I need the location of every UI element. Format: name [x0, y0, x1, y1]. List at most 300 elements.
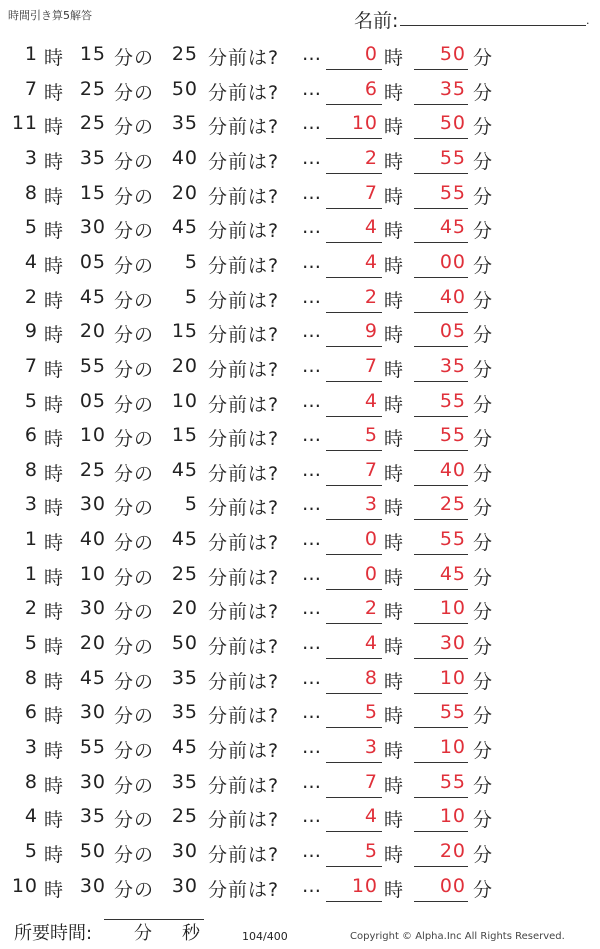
answer-hour-label: 時: [384, 324, 405, 347]
answer-minute: 35: [439, 77, 466, 100]
answer-hour-label: 時: [384, 532, 405, 555]
answer-minute-underline: [414, 138, 468, 139]
minute-of-label: 分の: [114, 428, 155, 451]
answer-minute-label: 分: [473, 774, 494, 797]
ellipsis: …: [302, 805, 322, 828]
answer-minute-label: 分: [473, 670, 494, 693]
answer-minute: 55: [439, 181, 466, 204]
minutes-before-question-label: 分前は?: [208, 809, 280, 832]
problem-hour: 7: [24, 77, 38, 100]
answer-minute-underline: [414, 658, 468, 659]
hour-label: 時: [44, 566, 65, 589]
answer-hour-underline: [326, 277, 382, 278]
problem-hour: 11: [11, 112, 38, 135]
answer-minute-underline: [414, 797, 468, 798]
ellipsis: …: [302, 562, 322, 585]
ellipsis: …: [302, 597, 322, 620]
answer-minute-underline: [414, 242, 468, 243]
answer-hour-label: 時: [384, 289, 405, 312]
problem-minute: 25: [79, 458, 106, 481]
ellipsis: …: [302, 181, 322, 204]
problem-hour: 10: [11, 874, 38, 897]
answer-hour-label: 時: [384, 774, 405, 797]
problem-minutes-before: 5: [184, 285, 198, 308]
answer-minute-label: 分: [473, 705, 494, 728]
answer-hour-label: 時: [384, 497, 405, 520]
hour-label: 時: [44, 185, 65, 208]
answer-hour: 2: [364, 285, 378, 308]
answer-minute: 55: [439, 424, 466, 447]
answer-minute: 40: [439, 285, 466, 308]
problem-hour: 5: [24, 216, 38, 239]
minute-of-label: 分の: [114, 670, 155, 693]
minute-of-label: 分の: [114, 497, 155, 520]
answer-minute-underline: [414, 519, 468, 520]
answer-hour-underline: [326, 173, 382, 174]
answer-minute-label: 分: [473, 497, 494, 520]
answer-minute: 40: [439, 458, 466, 481]
worksheet-title: 時間引き算5解答: [8, 9, 92, 22]
answer-hour-label: 時: [384, 705, 405, 728]
answer-hour-label: 時: [384, 878, 405, 901]
problem-hour: 5: [24, 632, 38, 655]
name-line: [400, 25, 586, 26]
minutes-before-question-label: 分前は?: [208, 566, 280, 589]
problem-row: [0, 350, 600, 384]
problem-minutes-before: 50: [171, 632, 198, 655]
answer-hour: 9: [364, 320, 378, 343]
problem-minutes-before: 25: [171, 805, 198, 828]
answer-hour-label: 時: [384, 462, 405, 485]
ellipsis: …: [302, 770, 322, 793]
answer-minute-label: 分: [473, 532, 494, 555]
problem-minute: 30: [79, 216, 106, 239]
problem-minutes-before: 35: [171, 770, 198, 793]
problem-minutes-before: 10: [171, 389, 198, 412]
answer-minute-label: 分: [473, 81, 494, 104]
problem-hour: 8: [24, 666, 38, 689]
problem-row: [0, 281, 600, 315]
minutes-before-question-label: 分前は?: [208, 497, 280, 520]
minute-of-label: 分の: [114, 601, 155, 624]
answer-hour-underline: [326, 416, 382, 417]
problem-hour: 1: [24, 562, 38, 585]
answer-hour-label: 時: [384, 150, 405, 173]
problem-row: [0, 177, 600, 211]
minute-of-label: 分の: [114, 566, 155, 589]
problem-minutes-before: 35: [171, 701, 198, 724]
answer-minute-label: 分: [473, 740, 494, 762]
minutes-before-question-label: 分前は?: [208, 774, 280, 797]
hour-label: 時: [44, 462, 65, 485]
answer-hour: 0: [364, 43, 378, 65]
minutes-before-question-label: 分前は?: [208, 289, 280, 312]
problem-minute: 15: [79, 181, 106, 204]
answer-minute: 55: [439, 389, 466, 412]
ellipsis: …: [302, 701, 322, 724]
problem-minutes-before: 20: [171, 354, 198, 377]
minute-of-label: 分の: [114, 636, 155, 659]
answer-hour: 4: [364, 805, 378, 828]
problem-minute: 20: [79, 632, 106, 655]
problem-minute: 30: [79, 770, 106, 793]
problem-minutes-before: 45: [171, 458, 198, 481]
answer-hour-underline: [326, 693, 382, 694]
problem-row: [0, 731, 600, 765]
problem-row: [0, 488, 600, 522]
answer-hour-label: 時: [384, 740, 405, 762]
problem-minute: 40: [79, 528, 106, 551]
minute-of-label: 分の: [114, 116, 155, 139]
ellipsis: …: [302, 112, 322, 135]
problem-row: [0, 38, 600, 72]
answer-minute-underline: [414, 762, 468, 763]
hour-label: 時: [44, 150, 65, 173]
ellipsis: …: [302, 874, 322, 897]
problem-minute: 35: [79, 146, 106, 169]
minute-of-label: 分の: [114, 254, 155, 277]
answer-hour-underline: [326, 866, 382, 867]
problem-row: [0, 211, 600, 245]
answer-hour: 4: [364, 389, 378, 412]
answer-hour-label: 時: [384, 636, 405, 659]
hour-label: 時: [44, 670, 65, 693]
answer-hour: 2: [364, 146, 378, 169]
ellipsis: …: [302, 285, 322, 308]
minutes-before-question-label: 分前は?: [208, 636, 280, 659]
problem-hour: 5: [24, 839, 38, 862]
answer-minute-underline: [414, 346, 468, 347]
problem-hour: 3: [24, 493, 38, 516]
answer-hour: 2: [364, 597, 378, 620]
answer-minute: 55: [439, 701, 466, 724]
answer-hour-underline: [326, 797, 382, 798]
ellipsis: …: [302, 666, 322, 689]
answer-minute-label: 分: [473, 843, 494, 866]
problem-minute: 30: [79, 701, 106, 724]
ellipsis: …: [302, 43, 322, 65]
minutes-before-question-label: 分前は?: [208, 150, 280, 173]
answer-minute-underline: [414, 693, 468, 694]
answer-minute-label: 分: [473, 47, 494, 69]
minute-of-label: 分の: [114, 532, 155, 555]
problem-row: [0, 454, 600, 488]
answer-hour-underline: [326, 901, 382, 902]
answer-hour-label: 時: [384, 843, 405, 866]
answer-minute-label: 分: [473, 116, 494, 139]
answer-minute-underline: [414, 727, 468, 728]
hour-label: 時: [44, 428, 65, 451]
answer-hour-underline: [326, 831, 382, 832]
problem-hour: 4: [24, 805, 38, 828]
answer-minute-underline: [414, 416, 468, 417]
problem-minutes-before: 45: [171, 528, 198, 551]
problem-row: [0, 835, 600, 869]
problem-minute: 45: [79, 666, 106, 689]
minutes-before-question-label: 分前は?: [208, 843, 280, 866]
answer-minute-underline: [414, 173, 468, 174]
answer-hour-underline: [326, 69, 382, 70]
minute-of-label: 分の: [114, 289, 155, 312]
second-unit: 秒: [182, 923, 200, 944]
answer-hour-underline: [326, 727, 382, 728]
minutes-before-question-label: 分前は?: [208, 358, 280, 381]
answer-hour-label: 時: [384, 185, 405, 208]
problem-minutes-before: 50: [171, 77, 198, 100]
problem-minute: 10: [79, 562, 106, 585]
answer-hour: 4: [364, 632, 378, 655]
problem-minutes-before: 35: [171, 112, 198, 135]
hour-label: 時: [44, 116, 65, 139]
ellipsis: …: [302, 146, 322, 169]
minute-of-label: 分の: [114, 150, 155, 173]
answer-hour-label: 時: [384, 670, 405, 693]
time-taken-field: [104, 919, 204, 944]
minutes-before-question-label: 分前は?: [208, 324, 280, 347]
problem-hour: 6: [24, 701, 38, 724]
problem-minute: 05: [79, 250, 106, 273]
problem-minute: 50: [79, 839, 106, 862]
ellipsis: …: [302, 250, 322, 273]
answer-minute-underline: [414, 866, 468, 867]
problem-hour: 2: [24, 597, 38, 620]
answer-hour: 3: [364, 736, 378, 758]
problem-minute: 45: [79, 285, 106, 308]
minute-of-label: 分の: [114, 185, 155, 208]
hour-label: 時: [44, 774, 65, 797]
page-number: 104/400: [242, 930, 288, 943]
answer-hour: 6: [364, 77, 378, 100]
problem-row: [0, 315, 600, 349]
problem-minute: 25: [79, 77, 106, 100]
problem-row: [0, 142, 600, 176]
problem-hour: 5: [24, 389, 38, 412]
answer-hour-label: 時: [384, 220, 405, 243]
minute-of-label: 分の: [114, 462, 155, 485]
answer-minute: 00: [439, 250, 466, 273]
hour-label: 時: [44, 497, 65, 520]
answer-minute-label: 分: [473, 601, 494, 624]
answer-minute: 45: [439, 216, 466, 239]
minutes-before-question-label: 分前は?: [208, 601, 280, 624]
hour-label: 時: [44, 843, 65, 866]
answer-hour: 8: [364, 666, 378, 689]
ellipsis: …: [302, 216, 322, 239]
minute-of-label: 分の: [114, 809, 155, 832]
answer-minute-label: 分: [473, 636, 494, 659]
answer-minute: 35: [439, 354, 466, 377]
answer-minute-label: 分: [473, 809, 494, 832]
minute-of-label: 分の: [114, 843, 155, 866]
answer-minute-underline: [414, 381, 468, 382]
hour-label: 時: [44, 636, 65, 659]
answer-minute: 55: [439, 146, 466, 169]
minutes-before-question-label: 分前は?: [208, 393, 280, 416]
answer-minute: 45: [439, 562, 466, 585]
answer-minute-label: 分: [473, 566, 494, 589]
problem-minutes-before: 45: [171, 736, 198, 758]
problem-hour: 8: [24, 181, 38, 204]
hour-label: 時: [44, 740, 65, 762]
hour-label: 時: [44, 254, 65, 277]
problem-minutes-before: 15: [171, 424, 198, 447]
problem-minute: 20: [79, 320, 106, 343]
answer-hour-label: 時: [384, 428, 405, 451]
problem-minutes-before: 30: [171, 874, 198, 897]
problem-hour: 8: [24, 458, 38, 481]
answer-minute-underline: [414, 831, 468, 832]
answer-minute: 50: [439, 43, 466, 65]
answer-hour-label: 時: [384, 358, 405, 381]
problem-row: [0, 385, 600, 419]
hour-label: 時: [44, 47, 65, 69]
answer-hour-label: 時: [384, 566, 405, 589]
answer-hour-label: 時: [384, 116, 405, 139]
answer-minute: 30: [439, 632, 466, 655]
problem-hour: 4: [24, 250, 38, 273]
answer-hour-underline: [326, 104, 382, 105]
answer-minute-underline: [414, 312, 468, 313]
ellipsis: …: [302, 736, 322, 758]
answer-minute-label: 分: [473, 254, 494, 277]
minute-of-label: 分の: [114, 358, 155, 381]
problem-hour: 6: [24, 424, 38, 447]
problem-minutes-before: 20: [171, 181, 198, 204]
answer-hour: 5: [364, 839, 378, 862]
ellipsis: …: [302, 632, 322, 655]
minutes-before-question-label: 分前は?: [208, 670, 280, 693]
answer-hour: 10: [351, 874, 378, 897]
minute-of-label: 分の: [114, 393, 155, 416]
hour-label: 時: [44, 289, 65, 312]
problem-minutes-before: 5: [184, 493, 198, 516]
answer-minute: 55: [439, 528, 466, 551]
answer-hour-label: 時: [384, 809, 405, 832]
answer-hour-underline: [326, 589, 382, 590]
answer-hour-underline: [326, 554, 382, 555]
problem-minute: 15: [79, 43, 106, 65]
answer-hour: 7: [364, 181, 378, 204]
hour-label: 時: [44, 532, 65, 555]
answer-minute-label: 分: [473, 150, 494, 173]
minutes-before-question-label: 分前は?: [208, 878, 280, 901]
problem-minutes-before: 45: [171, 216, 198, 239]
problem-row: [0, 246, 600, 280]
answer-minute: 10: [439, 736, 466, 758]
problem-minute: 55: [79, 736, 106, 758]
answer-hour: 0: [364, 528, 378, 551]
problem-row: [0, 662, 600, 696]
problem-row: [0, 800, 600, 834]
problem-row: [0, 627, 600, 661]
minutes-before-question-label: 分前は?: [208, 740, 280, 762]
problem-minute: 05: [79, 389, 106, 412]
answer-hour-label: 時: [384, 601, 405, 624]
minutes-before-question-label: 分前は?: [208, 81, 280, 104]
answer-hour: 7: [364, 770, 378, 793]
answer-minute-underline: [414, 485, 468, 486]
answer-minute-underline: [414, 277, 468, 278]
ellipsis: …: [302, 424, 322, 447]
answer-hour-underline: [326, 623, 382, 624]
answer-hour: 10: [351, 112, 378, 135]
problem-minutes-before: 20: [171, 597, 198, 620]
answer-minute-label: 分: [473, 462, 494, 485]
hour-label: 時: [44, 393, 65, 416]
ellipsis: …: [302, 528, 322, 551]
hour-label: 時: [44, 601, 65, 624]
answer-hour-underline: [326, 381, 382, 382]
problem-row: [0, 766, 600, 800]
answer-hour-underline: [326, 762, 382, 763]
answer-minute: 50: [439, 112, 466, 135]
problem-minute: 30: [79, 493, 106, 516]
answer-minute-label: 分: [473, 324, 494, 347]
copyright-notice: Copyright © Alpha.Inc All Rights Reserved.: [350, 931, 565, 942]
problem-row: [0, 870, 600, 904]
answer-hour: 4: [364, 216, 378, 239]
problem-minute: 30: [79, 597, 106, 620]
ellipsis: …: [302, 389, 322, 412]
problem-minute: 25: [79, 112, 106, 135]
answer-minute-underline: [414, 69, 468, 70]
minute-of-label: 分の: [114, 705, 155, 728]
problem-minutes-before: 25: [171, 562, 198, 585]
answer-minute-label: 分: [473, 358, 494, 381]
problem-hour: 3: [24, 146, 38, 169]
answer-minute-underline: [414, 589, 468, 590]
problem-row: [0, 696, 600, 730]
name-line-end-dot: .: [586, 14, 590, 27]
problem-minute: 30: [79, 874, 106, 897]
minute-of-label: 分の: [114, 774, 155, 797]
answer-hour-underline: [326, 312, 382, 313]
problem-hour: 2: [24, 285, 38, 308]
answer-hour-underline: [326, 485, 382, 486]
minute-of-label: 分の: [114, 740, 155, 762]
problem-hour: 3: [24, 736, 38, 758]
minutes-before-question-label: 分前は?: [208, 47, 280, 69]
minute-of-label: 分の: [114, 220, 155, 243]
problem-minute: 35: [79, 805, 106, 828]
ellipsis: …: [302, 839, 322, 862]
ellipsis: …: [302, 458, 322, 481]
answer-minute-underline: [414, 554, 468, 555]
problem-hour: 9: [24, 320, 38, 343]
hour-label: 時: [44, 705, 65, 728]
problem-row: [0, 107, 600, 141]
answer-minute-label: 分: [473, 428, 494, 451]
problem-minutes-before: 40: [171, 146, 198, 169]
problem-minutes-before: 25: [171, 43, 198, 65]
answer-minute-underline: [414, 623, 468, 624]
problem-minutes-before: 30: [171, 839, 198, 862]
hour-label: 時: [44, 220, 65, 243]
answer-minute-label: 分: [473, 393, 494, 416]
answer-hour-underline: [326, 519, 382, 520]
hour-label: 時: [44, 81, 65, 104]
problem-minutes-before: 35: [171, 666, 198, 689]
minutes-before-question-label: 分前は?: [208, 532, 280, 555]
answer-hour: 5: [364, 701, 378, 724]
ellipsis: …: [302, 354, 322, 377]
name-label: 名前:: [354, 10, 399, 32]
minutes-before-question-label: 分前は?: [208, 428, 280, 451]
problem-hour: 8: [24, 770, 38, 793]
hour-label: 時: [44, 358, 65, 381]
answer-hour-underline: [326, 242, 382, 243]
answer-hour-underline: [326, 138, 382, 139]
